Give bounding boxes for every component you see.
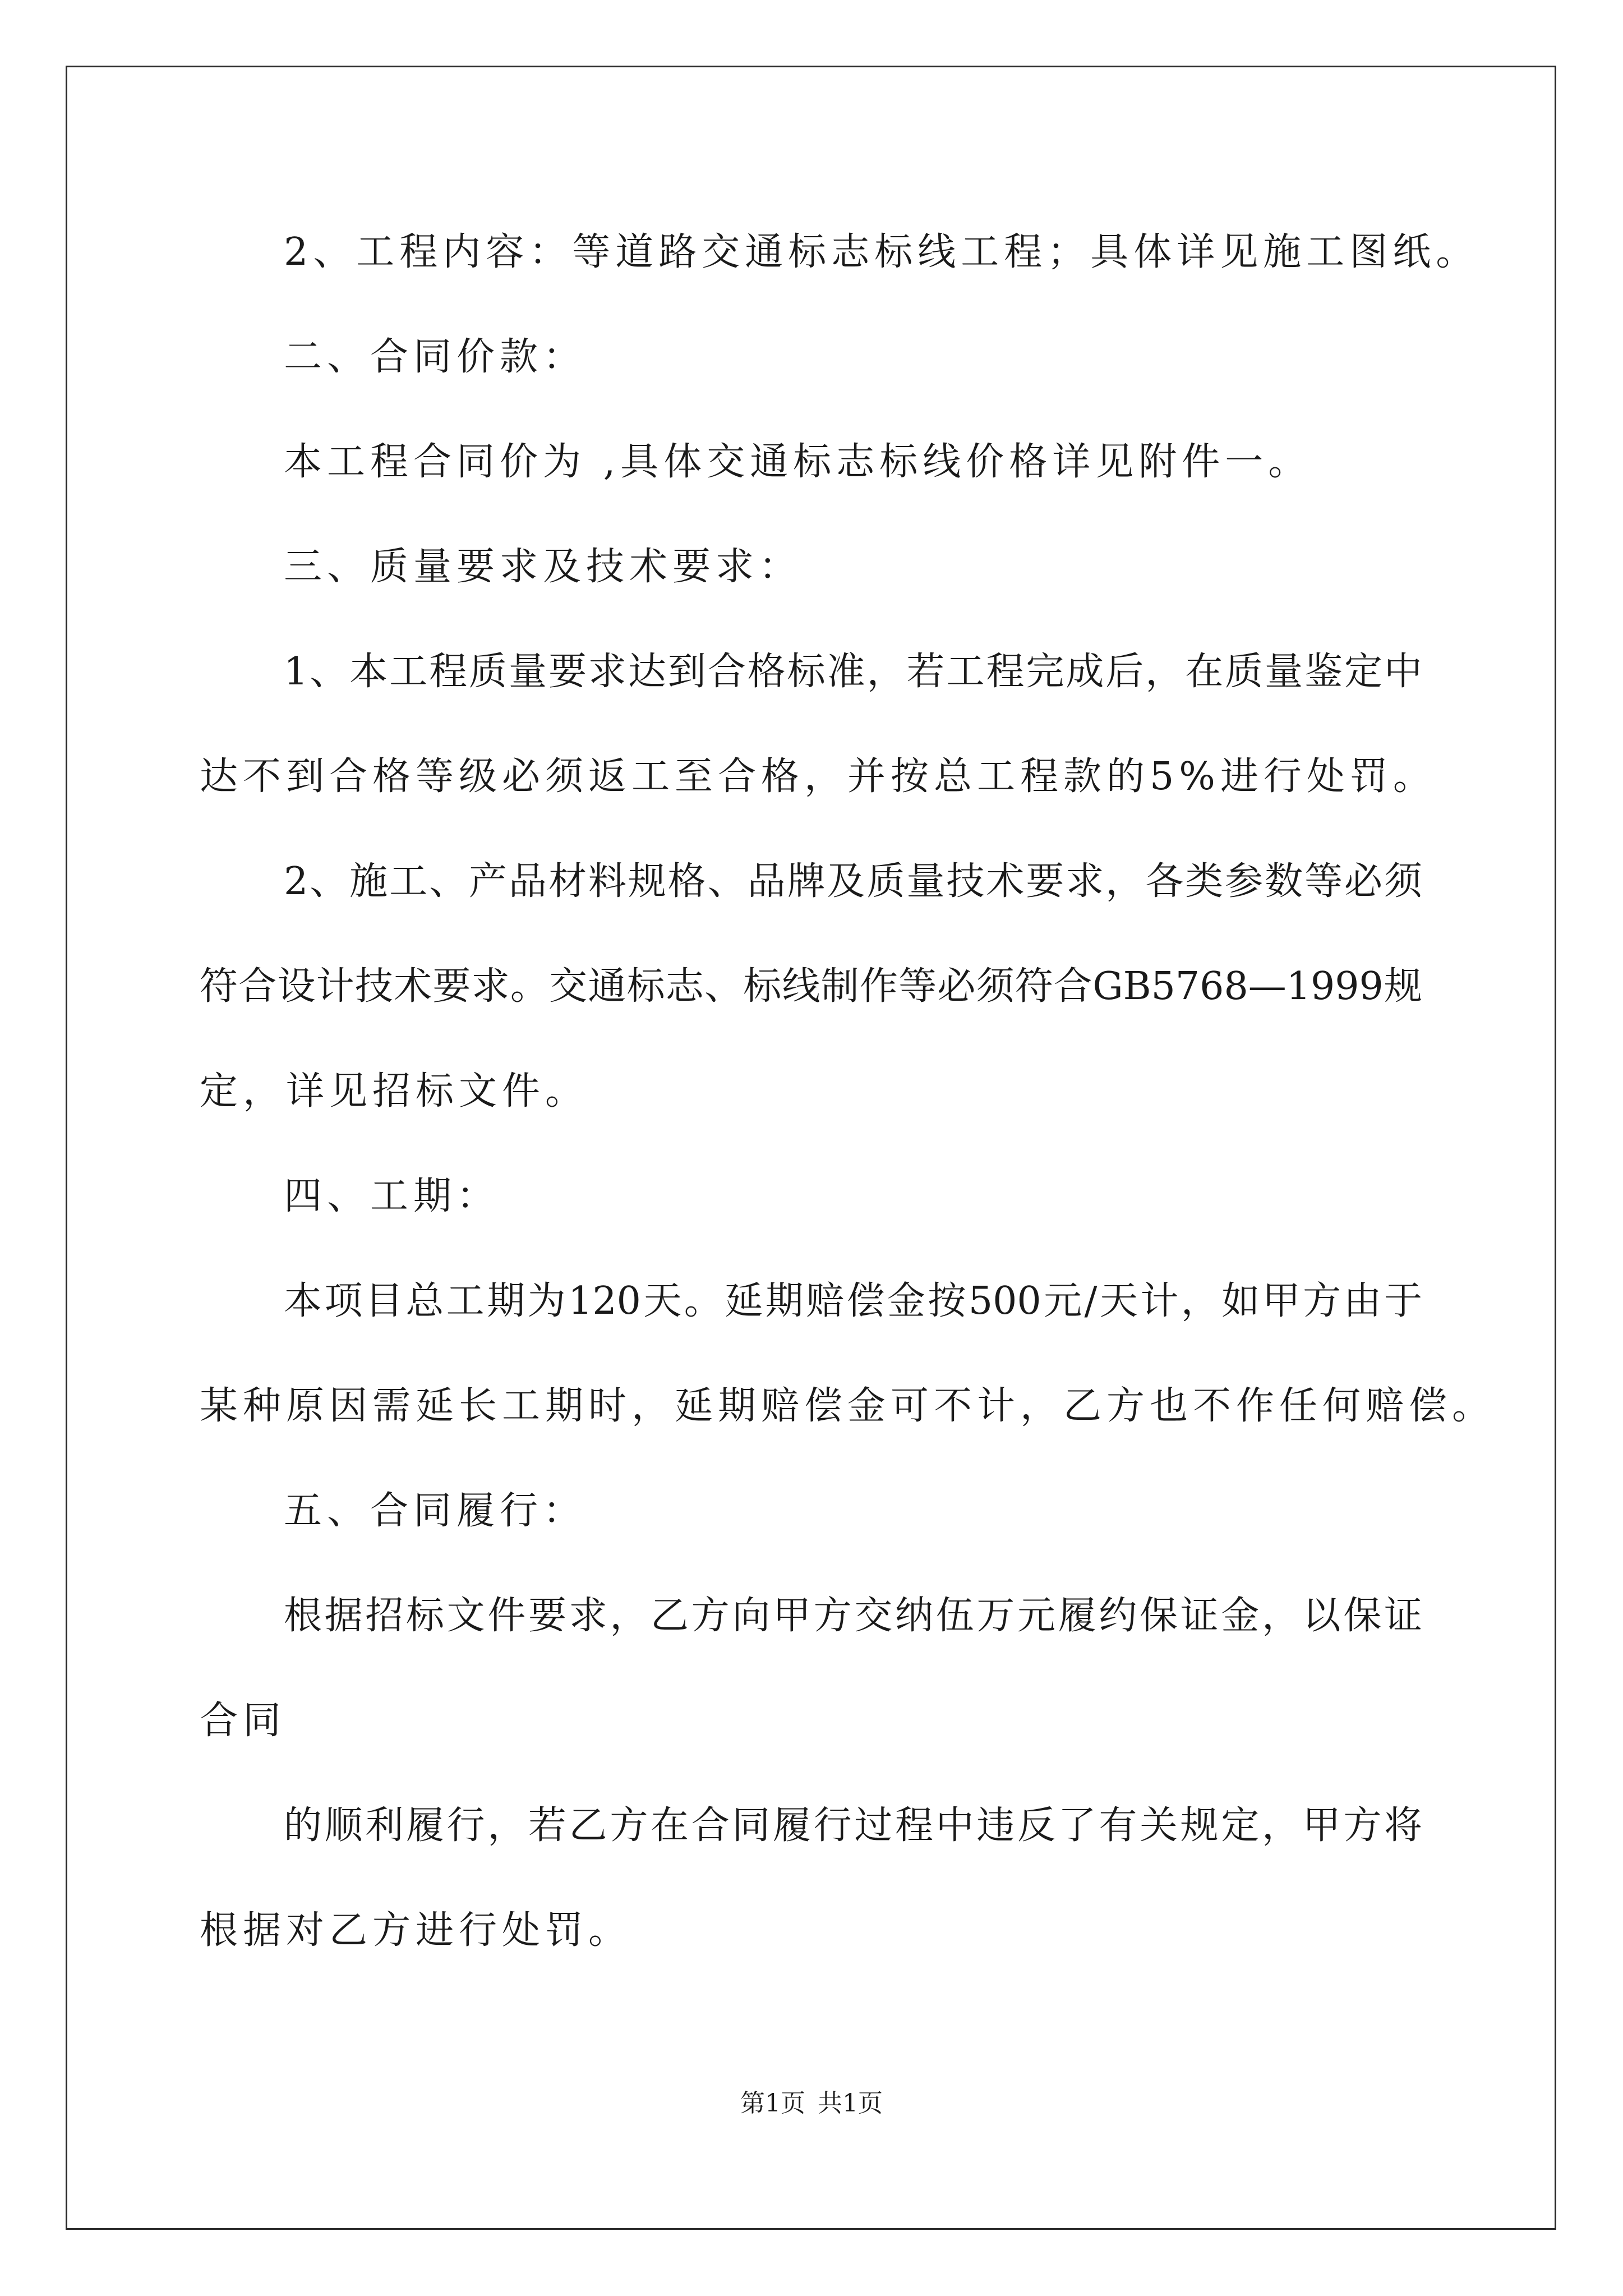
page-number: 第1页 <box>740 2089 805 2118</box>
paragraph-line: 1、本工程质量要求达到合格标准，若工程完成后，在质量鉴定中 <box>284 650 1422 694</box>
paragraph-line: 达不到合格等级必须返工至合格，并按总工程款的5%进行处罚。 <box>200 754 1436 799</box>
paragraph-line: 本工程合同价为 ,具体交通标志标线价格详见附件一。 <box>284 440 1312 484</box>
section-heading: 五、合同履行： <box>284 1489 587 1533</box>
section-heading: 四、工期： <box>284 1174 500 1218</box>
paragraph-line: 定，详见招标文件。 <box>200 1069 589 1114</box>
paragraph-line: 本项目总工期为120天。延期赔偿金按500元/天计，如甲方由于 <box>284 1279 1422 1323</box>
paragraph-line: 某种原因需延长工期时，延期赔偿金可不计，乙方也不作任何赔偿。 <box>200 1384 1496 1428</box>
paragraph-line: 合同 <box>200 1699 287 1743</box>
paragraph-line: 的顺利履行，若乙方在合同履行过程中违反了有关规定，甲方将 <box>284 1803 1422 1848</box>
page-total: 共1页 <box>818 2089 883 2118</box>
section-heading: 二、合同价款： <box>284 335 587 379</box>
page-footer <box>0 2087 1623 2120</box>
paragraph-line: 2、工程内容：等道路交通标志标线工程；具体详见施工图纸。 <box>284 230 1479 274</box>
paragraph-line: 2、施工、产品材料规格、品牌及质量技术要求，各类参数等必须 <box>284 859 1422 904</box>
section-heading: 三、质量要求及技术要求： <box>284 545 803 589</box>
paragraph-line: 根据招标文件要求，乙方向甲方交纳伍万元履约保证金，以保证 <box>284 1594 1422 1638</box>
paragraph-line: 根据对乙方进行处罚。 <box>200 1908 632 1953</box>
paragraph-line: 符合设计技术要求。交通标志、标线制作等必须符合GB5768—1999规 <box>200 964 1422 1009</box>
